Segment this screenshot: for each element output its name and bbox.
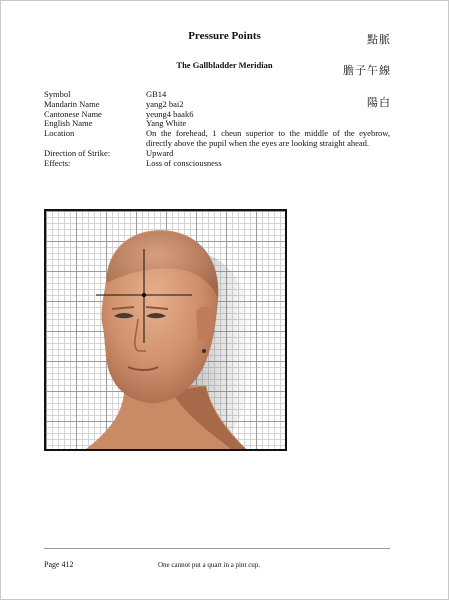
info-value: GB14 [146,89,167,99]
meridian-subtitle: The Gallbladder Meridian [176,60,273,70]
info-row-cantonese-name [44,110,390,120]
info-row-effects [44,159,390,169]
pressure-point-marker [142,293,146,297]
info-label: English Name [44,118,93,129]
info-label: Cantonese Name [44,108,102,119]
footer-quote: One cannot put a quart in a pint cup. [158,561,261,569]
footer-rule [44,548,390,549]
info-label: Effects: [44,157,71,168]
info-row-location [44,129,390,149]
head-illustration [46,211,285,449]
info-value: On the forehead, 1 cheun superior to the middle of the eyebrow, directly above the pupil when the eyes are looking straight ahead. [146,128,390,148]
info-value: yeung4 baak6 [146,108,194,119]
info-label: Location [44,128,75,139]
earring [202,349,206,353]
cjk-heading-point-name: 陽白 [367,96,391,109]
info-label: Direction of Strike: [44,147,111,158]
info-value: Upward [146,147,174,158]
info-value: yang2 bai2 [146,98,184,109]
page-number: Page 412 [44,560,74,569]
page-title: Pressure Points [188,30,261,42]
cjk-heading-pressure-points: 點脈 [367,33,391,46]
info-value: Yang White [146,118,187,129]
info-label: Mandarin Name [44,98,100,109]
head-photo-grid [44,209,287,451]
info-value: Loss of consciousness [146,157,222,168]
info-label: Symbol [44,89,71,99]
cjk-heading-meridian: 膽子午線 [343,64,391,77]
point-info-table [44,90,390,168]
